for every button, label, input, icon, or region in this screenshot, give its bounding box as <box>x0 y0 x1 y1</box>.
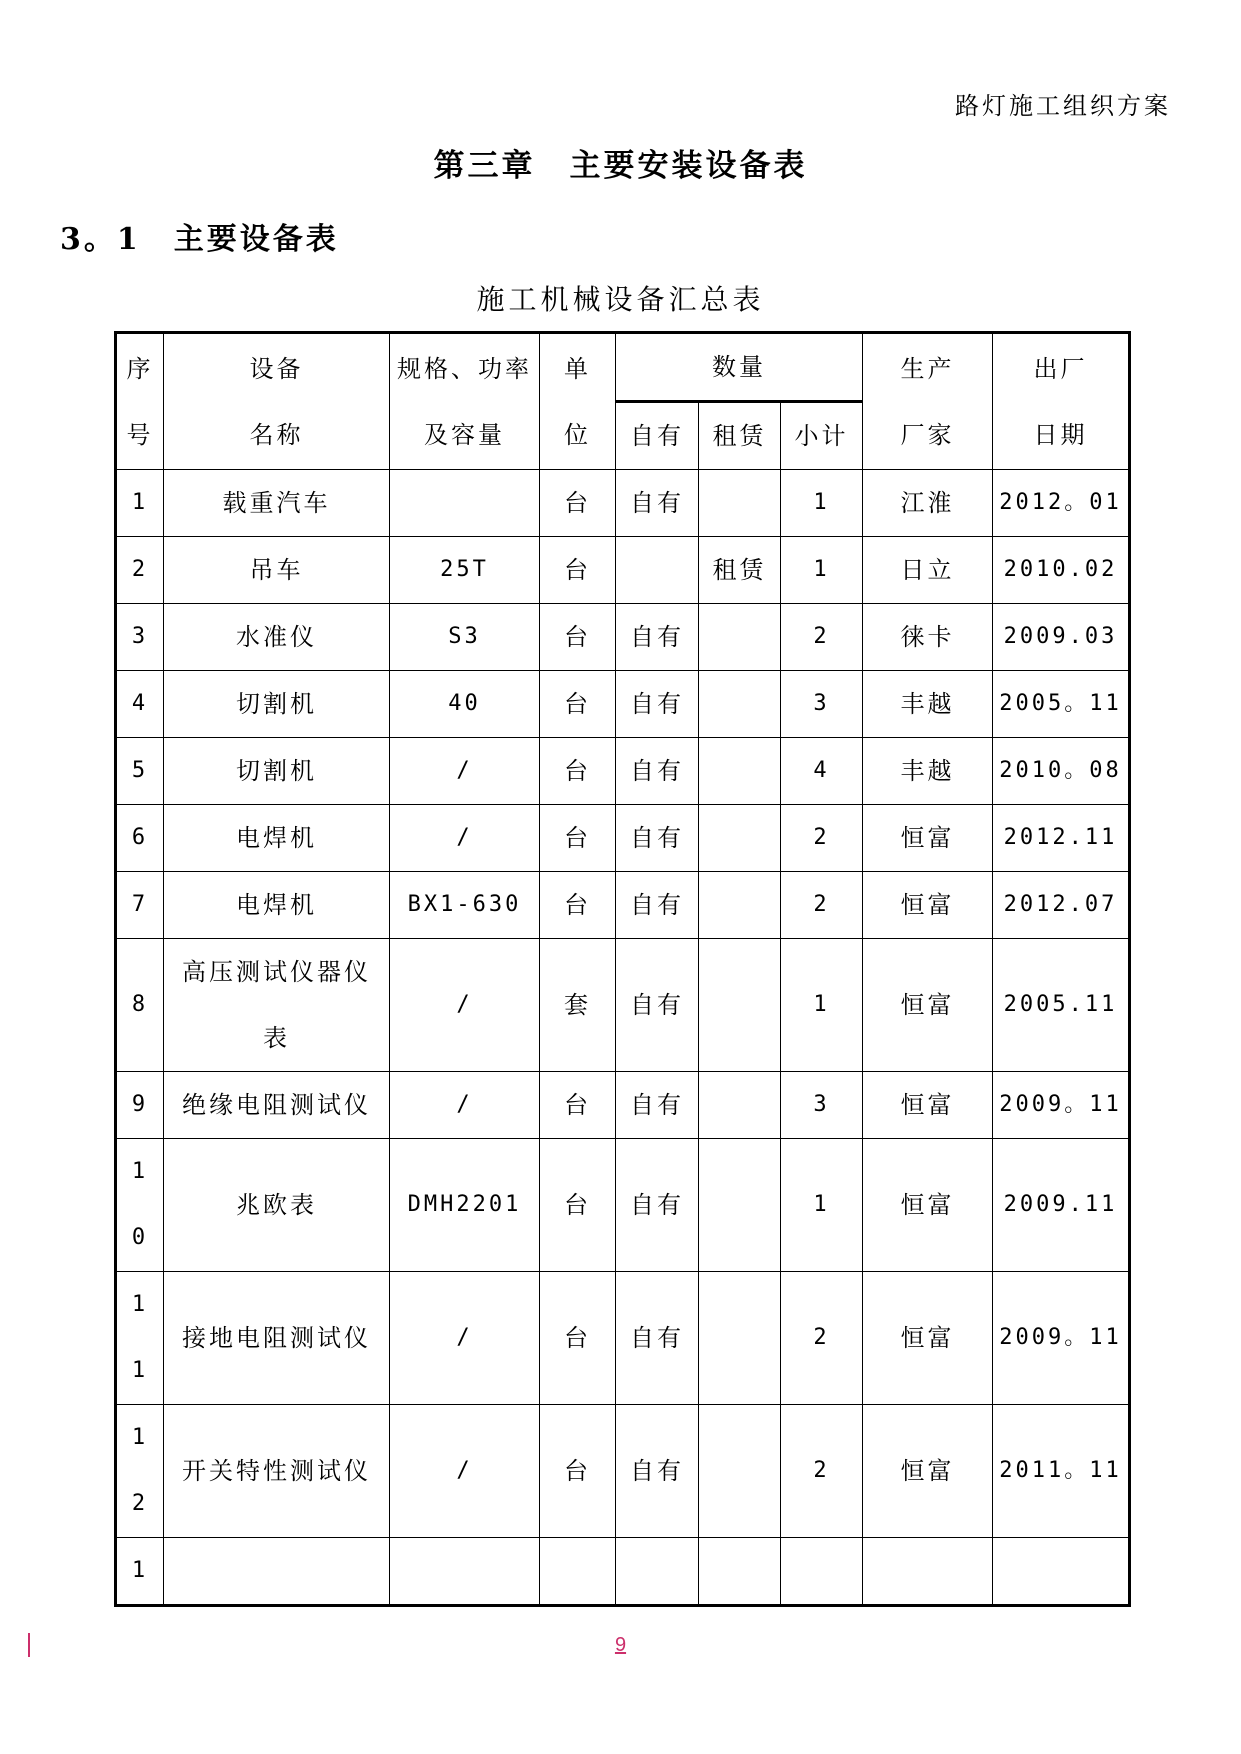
equipment-table <box>114 331 1131 1607</box>
cell-own: 自有 <box>616 939 699 1072</box>
cell-name: 水准仪 <box>164 604 390 671</box>
cell-subtotal: 2 <box>781 1405 863 1538</box>
cell-maker: 恒富 <box>863 1139 993 1272</box>
cell-subtotal: 1 <box>781 537 863 604</box>
header-date-line: 出厂 <box>1033 354 1088 383</box>
cell-own: 自有 <box>616 872 699 939</box>
cell-seq: 6 <box>116 805 164 872</box>
cell-unit: 台 <box>540 671 616 738</box>
cell-date: 2012。01 <box>993 470 1130 537</box>
cell-name: 兆欧表 <box>164 1139 390 1272</box>
cell-date: 2012.11 <box>993 805 1130 872</box>
cell-seq-line: 2 <box>131 1491 149 1516</box>
cell-name: 切割机 <box>164 671 390 738</box>
cell-maker: 江淮 <box>863 470 993 537</box>
cell-rent <box>699 1272 781 1405</box>
cell-seq: 8 <box>116 939 164 1072</box>
chapter-title: 第三章 主要安装设备表 <box>433 148 808 184</box>
table-row <box>116 1272 1130 1405</box>
cell-date: 2011。11 <box>993 1405 1130 1538</box>
cell-date: 2009.03 <box>993 604 1130 671</box>
cell-own: 自有 <box>616 1139 699 1272</box>
cell-subtotal <box>781 1538 863 1606</box>
header-seq-line: 序 <box>126 354 154 383</box>
cell-date: 2009。11 <box>993 1072 1130 1139</box>
table-row <box>116 671 1130 738</box>
header-date <box>993 333 1130 470</box>
page-number: 9 <box>614 1634 627 1656</box>
cell-maker: 恒富 <box>863 1272 993 1405</box>
cell-subtotal: 2 <box>781 805 863 872</box>
header-spec-line: 规格、功率 <box>397 354 532 383</box>
table-row <box>116 805 1130 872</box>
header-maker-line: 生产 <box>900 354 955 383</box>
cell-own: 自有 <box>616 604 699 671</box>
cell-rent <box>699 1405 781 1538</box>
cell-seq: 2 <box>116 537 164 604</box>
cell-seq: 1 <box>116 470 164 537</box>
cell-maker: 恒富 <box>863 805 993 872</box>
header-rent: 租赁 <box>699 402 781 470</box>
cell-name: 接地电阻测试仪 <box>164 1272 390 1405</box>
cell-own <box>616 537 699 604</box>
cell-unit: 台 <box>540 537 616 604</box>
cell-unit: 台 <box>540 805 616 872</box>
cell-rent <box>699 604 781 671</box>
section-title: 3。1 主要设备表 <box>60 222 339 257</box>
cell-seq: 3 <box>116 604 164 671</box>
cell-rent <box>699 805 781 872</box>
cell-own: 自有 <box>616 805 699 872</box>
cell-rent <box>699 1072 781 1139</box>
header-unit <box>540 333 616 470</box>
cell-subtotal: 1 <box>781 1139 863 1272</box>
cell-own: 自有 <box>616 1072 699 1139</box>
cell-seq: 7 <box>116 872 164 939</box>
cell-name <box>164 1538 390 1606</box>
cell-name-line: 高压测试仪器仪 <box>182 958 371 986</box>
cell-unit: 台 <box>540 604 616 671</box>
cell-date: 2009.11 <box>993 1139 1130 1272</box>
cell-name: 切割机 <box>164 738 390 805</box>
cell-spec: S3 <box>390 604 540 671</box>
header-subtotal: 小计 <box>781 402 863 470</box>
cell-seq-line: 1 <box>131 1425 149 1450</box>
table-caption: 施工机械设备汇总表 <box>476 283 765 316</box>
cell-unit: 台 <box>540 1405 616 1538</box>
cell-unit: 套 <box>540 939 616 1072</box>
cell-spec: / <box>390 1272 540 1405</box>
cell-subtotal: 1 <box>781 470 863 537</box>
cell-subtotal: 2 <box>781 1272 863 1405</box>
cell-date <box>993 1538 1130 1606</box>
cell-seq <box>116 1272 164 1405</box>
header-spec <box>390 333 540 470</box>
cell-maker: 丰越 <box>863 738 993 805</box>
header-own: 自有 <box>616 402 699 470</box>
cell-spec: 25T <box>390 537 540 604</box>
cell-date: 2009。11 <box>993 1272 1130 1405</box>
cell-seq-line: 1 <box>131 1159 149 1184</box>
cell-unit: 台 <box>540 1139 616 1272</box>
cell-seq <box>116 1405 164 1538</box>
cell-spec <box>390 1538 540 1606</box>
cell-spec: 40 <box>390 671 540 738</box>
header-unit-line: 位 <box>564 420 591 449</box>
cell-maker <box>863 1538 993 1606</box>
cell-subtotal: 1 <box>781 939 863 1072</box>
cell-rent <box>699 738 781 805</box>
cell-seq <box>116 1139 164 1272</box>
cell-spec <box>390 470 540 537</box>
cell-seq: 9 <box>116 1072 164 1139</box>
cell-maker: 恒富 <box>863 1072 993 1139</box>
cell-name: 绝缘电阻测试仪 <box>164 1072 390 1139</box>
cell-seq: 5 <box>116 738 164 805</box>
table-row <box>116 604 1130 671</box>
cell-date: 2005。11 <box>993 671 1130 738</box>
cell-subtotal: 3 <box>781 1072 863 1139</box>
table-row <box>116 1072 1130 1139</box>
cell-rent <box>699 872 781 939</box>
cell-name: 电焊机 <box>164 872 390 939</box>
cell-subtotal: 4 <box>781 738 863 805</box>
cell-spec: / <box>390 738 540 805</box>
table-row <box>116 872 1130 939</box>
cell-unit: 台 <box>540 1272 616 1405</box>
cell-own: 自有 <box>616 470 699 537</box>
cell-rent <box>699 470 781 537</box>
cell-name: 吊车 <box>164 537 390 604</box>
cell-name: 开关特性测试仪 <box>164 1405 390 1538</box>
cell-rent <box>699 939 781 1072</box>
cell-spec: / <box>390 939 540 1072</box>
table-row <box>116 537 1130 604</box>
header-quantity: 数量 <box>616 333 863 402</box>
cell-maker: 恒富 <box>863 872 993 939</box>
cell-seq-line: 1 <box>131 1358 149 1383</box>
cell-unit: 台 <box>540 470 616 537</box>
cell-maker: 恒富 <box>863 939 993 1072</box>
header-name-line: 设备 <box>249 354 304 383</box>
cell-unit <box>540 1538 616 1606</box>
cell-spec: BX1-630 <box>390 872 540 939</box>
cell-name: 电焊机 <box>164 805 390 872</box>
cell-maker: 徕卡 <box>863 604 993 671</box>
table-header-row <box>116 333 1130 402</box>
cell-own: 自有 <box>616 1272 699 1405</box>
cell-maker: 丰越 <box>863 671 993 738</box>
running-header: 路灯施工组织方案 <box>955 92 1171 120</box>
cell-own <box>616 1538 699 1606</box>
table-row <box>116 738 1130 805</box>
cell-name: 载重汽车 <box>164 470 390 537</box>
cell-date: 2005.11 <box>993 939 1130 1072</box>
cell-unit: 台 <box>540 872 616 939</box>
table-row <box>116 1405 1130 1538</box>
cell-rent <box>699 1538 781 1606</box>
cell-spec: / <box>390 1405 540 1538</box>
header-unit-line: 单 <box>564 354 591 383</box>
cell-subtotal: 2 <box>781 872 863 939</box>
table-row <box>116 470 1130 537</box>
cell-spec: / <box>390 1072 540 1139</box>
cell-rent: 租赁 <box>699 537 781 604</box>
cell-own: 自有 <box>616 738 699 805</box>
cell-maker: 日立 <box>863 537 993 604</box>
cell-unit: 台 <box>540 1072 616 1139</box>
cell-seq-line: 1 <box>131 1292 149 1317</box>
cell-rent <box>699 1139 781 1272</box>
cell-unit: 台 <box>540 738 616 805</box>
cell-maker: 恒富 <box>863 1405 993 1538</box>
cell-date: 2010。08 <box>993 738 1130 805</box>
header-spec-line: 及容量 <box>424 420 505 449</box>
cell-spec: DMH2201 <box>390 1139 540 1272</box>
cell-rent <box>699 671 781 738</box>
table-row <box>116 1139 1130 1272</box>
cell-own: 自有 <box>616 1405 699 1538</box>
cell-name <box>164 939 390 1072</box>
table-row <box>116 1538 1130 1606</box>
header-maker <box>863 333 993 470</box>
cell-seq: 1 <box>116 1538 164 1606</box>
header-maker-line: 厂家 <box>900 420 955 449</box>
header-name-line: 名称 <box>249 420 304 449</box>
cell-date: 2010.02 <box>993 537 1130 604</box>
table-row <box>116 939 1130 1072</box>
cell-name-line: 表 <box>263 1024 290 1052</box>
header-name <box>164 333 390 470</box>
header-date-line: 日期 <box>1033 420 1088 449</box>
header-seq <box>116 333 164 470</box>
header-seq-line: 号 <box>126 420 154 449</box>
cell-subtotal: 2 <box>781 604 863 671</box>
cell-date: 2012.07 <box>993 872 1130 939</box>
cell-own: 自有 <box>616 671 699 738</box>
cell-seq: 4 <box>116 671 164 738</box>
cell-seq-line: 0 <box>131 1225 149 1250</box>
cell-spec: / <box>390 805 540 872</box>
cell-subtotal: 3 <box>781 671 863 738</box>
